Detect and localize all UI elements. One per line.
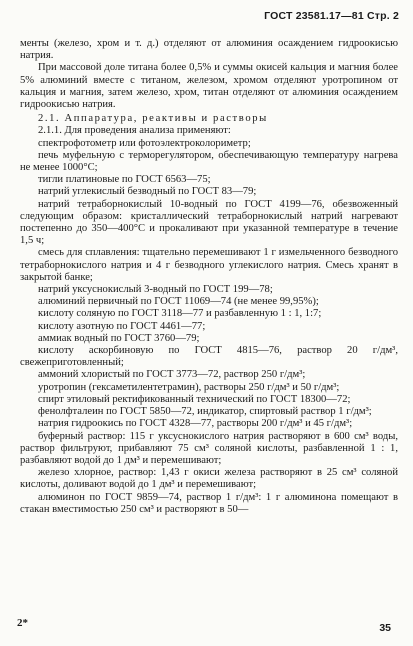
list-item: уротропин (гексаметилентетрамин), растворы 250 г/дм³ и 50 г/дм³; [38, 381, 340, 393]
paragraph: 2.1.1. Для проведения анализа применяют: [38, 125, 231, 137]
list-item: кислоту азотную по ГОСТ 4461—77; [38, 320, 206, 332]
list-item: железо хлорное, раствор: 1,43 г окиси железа растворяют в 25 см³ соляной кислоты, доливают водой до 1 дм³ и перемешивают; [20, 467, 398, 491]
list-item: тигли платиновые по ГОСТ 6563—75; [38, 174, 211, 186]
signature-mark: 2* [17, 617, 28, 629]
list-item: аммиак водный по ГОСТ 3760—79; [38, 332, 200, 344]
list-item: алюминий первичный по ГОСТ 11069—74 (не менее 99,95%); [38, 296, 319, 308]
list-item: кислоту аскорбиновую по ГОСТ 4815—76, раствор 20 г/дм³, свежеприготовленный; [20, 345, 398, 369]
list-item: печь муфельную с терморегулятором, обеспечивающую температуру нагрева не менее 1000°С; [20, 149, 398, 174]
list-item: спектрофотометр или фотоэлектроколориметр; [38, 137, 251, 149]
list-item: алюминон по ГОСТ 9859—74, раствор 1 г/дм³: 1 г алюминона помещают в стакан вместимостью 250 см³ и растворяют в 50— [20, 491, 398, 515]
paragraph: менты (железо, хром и т. д.) отделяют от алюминия осаждением гидроокисью натрия. [20, 38, 398, 62]
list-item: буферный раствор: 115 г уксуснокислого натрия растворяют в 600 см³ воды, раствор фильтруют, прибавляют 75 см³ соляной кислоты, разбавленной 1 : 1, разбавляют водой до 1 дм³ и перемешивают; [20, 430, 398, 466]
page-number: 35 [379, 622, 391, 634]
list-item: спирт этиловый ректификованный технический по ГОСТ 18300—72; [38, 393, 351, 405]
list-item: натрий уксуснокислый 3-водный по ГОСТ 199—78; [38, 284, 273, 296]
list-item: натрия гидроокись по ГОСТ 4328—77, растворы 200 г/дм³ и 45 г/дм³; [38, 418, 353, 430]
list-item: натрий тетраборнокислый 10-водный по ГОСТ 4199—76, обезвоженный следующим образом: кристаллический тетраборнокислый натрий нагревают постепенно до 350—400°С и прокаливают при указанной температуре в течение 1,5 ч; [20, 198, 398, 247]
document-body [20, 38, 398, 516]
list-item: кислоту соляную по ГОСТ 3118—77 и разбавленную 1 : 1, 1:7; [38, 308, 322, 320]
list-item: аммоний хлористый по ГОСТ 3773—72, раствор 250 г/дм³; [38, 369, 306, 381]
page-header: ГОСТ 23581.17—81 Стр. 2 [264, 10, 399, 22]
list-item: смесь для сплавления: тщательно перемешивают 1 г измельченного безводного тетраборнокислого натрия и 4 г безводного углекислого натрия. Смесь хранят в закрытой банке; [20, 247, 398, 283]
list-item: фенолфталеин по ГОСТ 5850—72, индикатор, спиртовый раствор 1 г/дм³; [38, 406, 372, 418]
list-item: натрий углекислый безводный по ГОСТ 83—79; [38, 186, 257, 198]
paragraph: При массовой доле титана более 0,5% и суммы окисей кальция и магния более 5% алюминий вместе с титаном, железом, хромом отделяют уротропином от кальция и магния, затем железо, хром, титан отделяют от алюминия осаждением гидроокисью натрия. [20, 62, 398, 111]
section-heading: 2.1. Аппаратура, реактивы и растворы [38, 113, 268, 125]
